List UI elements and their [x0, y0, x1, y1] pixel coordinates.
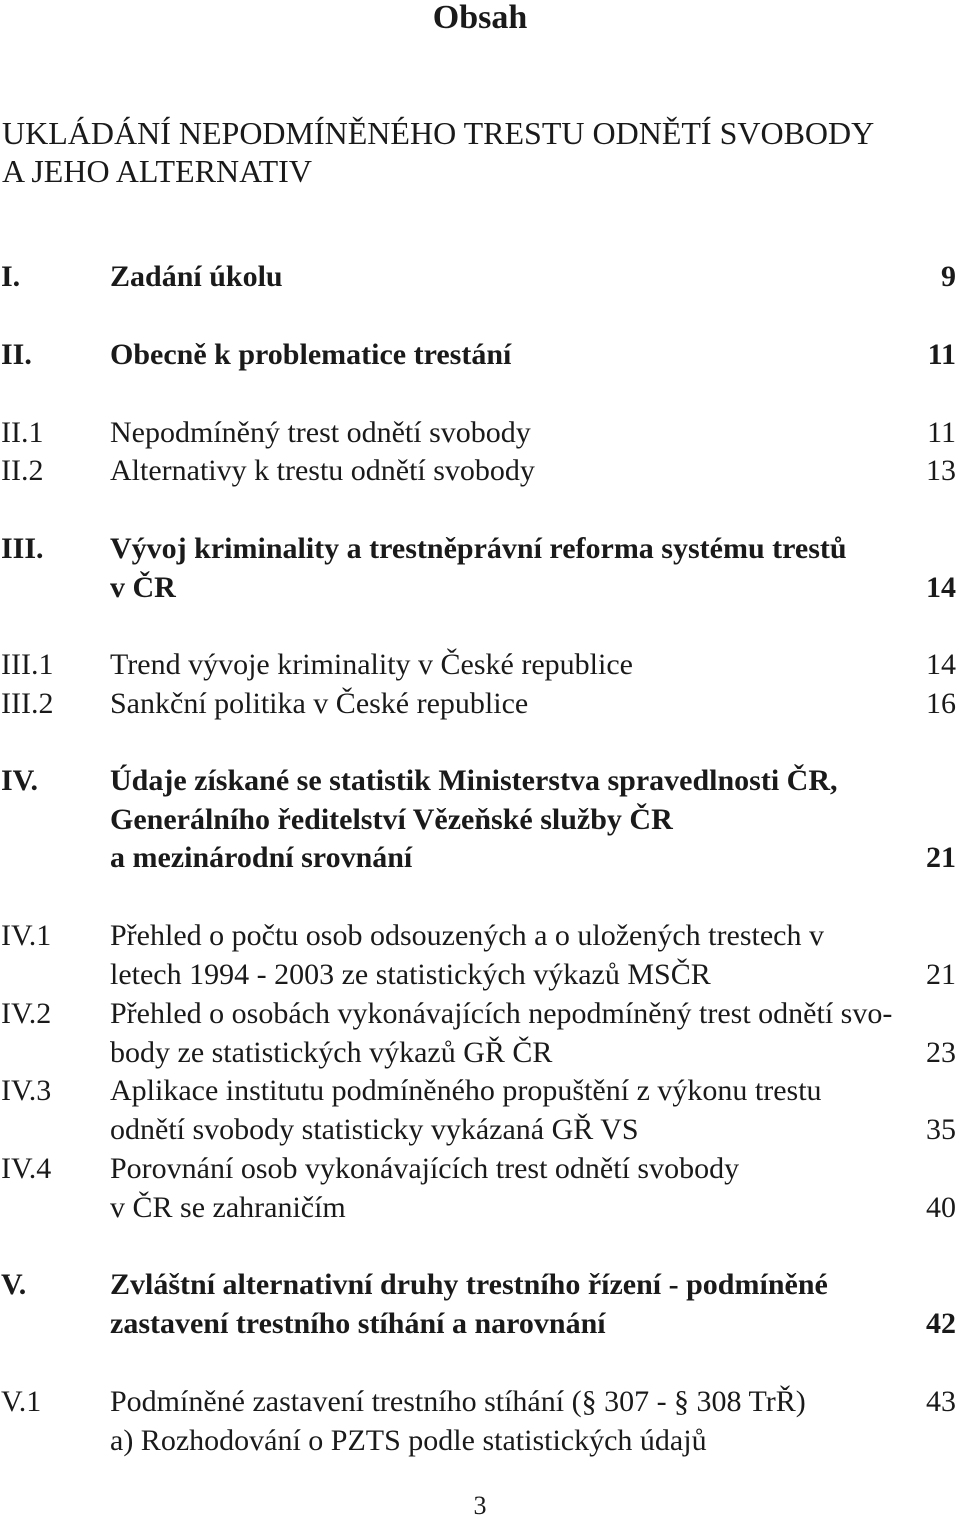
page-title: Obsah: [432, 0, 528, 36]
page-number: 3: [473, 1491, 487, 1520]
toc-entry[interactable]: [0, 414, 956, 453]
toc-entry-page: 43: [926, 1385, 956, 1418]
toc-entry-title: [110, 452, 956, 491]
toc-entry[interactable]: [0, 452, 956, 491]
toc-entry-number: II.1: [1, 416, 44, 449]
toc-entry-number: IV.: [1, 764, 38, 797]
toc-entry-title: [110, 917, 956, 994]
toc-entry-number: V.: [1, 1268, 27, 1301]
toc-entry-page: 14: [926, 648, 956, 681]
toc-entry-page: 11: [927, 338, 956, 371]
toc-entry[interactable]: [0, 685, 956, 724]
toc-entry-title: [110, 1150, 956, 1227]
main-heading: [2, 114, 874, 190]
toc-entry-title-line: [110, 452, 956, 491]
toc-entry-number: IV.2: [1, 997, 52, 1030]
toc-entry[interactable]: [0, 995, 956, 1072]
toc-entry-title-line: [110, 1422, 956, 1461]
toc-entry[interactable]: [0, 1072, 956, 1149]
toc-entry-number: V.1: [1, 1385, 42, 1418]
toc-entry-title-text: Údaje získané se statistik Ministerstva spravedlnosti ČR,: [110, 764, 838, 797]
toc-entry-number: III.: [1, 532, 44, 565]
toc-entry-title-text: letech 1994 - 2003 ze statistických výkazů MSČR: [110, 957, 711, 991]
toc-entry-title-text: Trend vývoje kriminality v České republice: [110, 648, 633, 681]
toc-entry-title-line: [110, 414, 956, 453]
toc-entry-title-text: Alternativy k trestu odnětí svobody: [110, 454, 535, 487]
toc-entry[interactable]: [0, 258, 956, 297]
toc-entry-number: I.: [1, 260, 21, 293]
toc-entry-page: 13: [926, 454, 956, 487]
toc-entry-title: [110, 1383, 956, 1460]
toc-entry[interactable]: [0, 1150, 956, 1227]
toc-entry-title-line: [110, 839, 956, 878]
toc-entry-title-line: [110, 1072, 956, 1111]
toc-entry-title-line: [110, 762, 956, 801]
toc-entry-title-line: [110, 1150, 956, 1189]
toc-entry-page: 9: [941, 260, 956, 293]
toc-entry-page: 11: [927, 416, 956, 449]
toc-entry-title-text: a) Rozhodování o PZTS podle statistických údajů: [110, 1423, 707, 1457]
toc-entry-title-line: [110, 801, 956, 840]
toc-entry-title-text: Zvláštní alternativní druhy trestního řízení - podmíněné: [110, 1268, 828, 1301]
toc-entry-number: IV.1: [1, 919, 52, 952]
toc-entry-title-line: [110, 530, 956, 569]
toc-entry[interactable]: [0, 1383, 956, 1460]
toc-entry-title-line: [110, 1305, 956, 1344]
toc-entry-title-line: [110, 646, 956, 685]
toc-entry-number: IV.4: [1, 1152, 52, 1185]
toc-entry-number: II.: [1, 338, 32, 371]
toc-entry-title-line: [110, 1034, 956, 1073]
toc-entry[interactable]: [0, 530, 956, 607]
toc-entry-title-line: [110, 336, 956, 375]
toc-entry-title: [110, 1072, 956, 1149]
toc-entry-page: 42: [926, 1306, 956, 1340]
toc-entry-title: [110, 530, 956, 607]
toc-entry-title: [110, 685, 956, 724]
toc-entry-title: [110, 414, 956, 453]
toc-entry-title: [110, 1266, 956, 1343]
toc-entry[interactable]: [0, 1266, 956, 1343]
toc-entry-title-text: Generálního ředitelství Vězeňské služby ČR: [110, 802, 673, 836]
toc-entry-page: 21: [926, 957, 956, 991]
toc-entry-title-text: Přehled o počtu osob odsouzených a o uložených trestech v: [110, 919, 824, 952]
toc-entry-page: 14: [926, 570, 956, 604]
toc-entry-title-line: [110, 1266, 956, 1305]
toc-entry[interactable]: [0, 336, 956, 375]
toc-entry-title-text: Sankční politika v České republice: [110, 687, 529, 720]
toc-entry-title-text: Zadání úkolu: [110, 260, 283, 293]
toc-entry-title-text: Obecně k problematice trestání: [110, 338, 512, 371]
toc-entry-title: [110, 995, 956, 1072]
toc-entry-title-text: zastavení trestního stíhání a narovnání: [110, 1306, 606, 1340]
toc-entry-page: 16: [926, 687, 956, 720]
toc-entry-page: 35: [926, 1112, 956, 1146]
toc-entry-number: III.2: [1, 687, 54, 720]
toc-entry-title-text: Aplikace institutu podmíněného propuštění z výkonu trestu: [110, 1074, 822, 1107]
toc-entry-title-line: [110, 569, 956, 608]
toc-entry[interactable]: [0, 917, 956, 994]
toc-entry-title: [110, 336, 956, 375]
toc-entry-title-text: v ČR se zahraničím: [110, 1190, 346, 1224]
toc-entry-title-text: Podmíněné zastavení trestního stíhání (§ 307 - § 308 TrŘ): [110, 1385, 806, 1418]
toc-entry-title-text: Porovnání osob vykonávajících trest odnětí svobody: [110, 1152, 740, 1185]
toc-entry-title-text: Přehled o osobách vykonávajících nepodmíněný trest odnětí svo-: [110, 997, 893, 1030]
toc-entry-title-line: [110, 917, 956, 956]
toc-entry-title-line: [110, 1189, 956, 1228]
toc-entry-title-line: [110, 1111, 956, 1150]
toc-entry-title: [110, 258, 956, 297]
toc-entry-title-line: [110, 995, 956, 1034]
toc-entry-number: II.2: [1, 454, 44, 487]
toc-entry-title-text: odnětí svobody statisticky vykázaná GŘ VS: [110, 1112, 639, 1146]
toc-entry-page: 40: [926, 1190, 956, 1224]
toc-entry-title-text: a mezinárodní srovnání: [110, 841, 413, 874]
toc-entry-title: [110, 762, 956, 878]
toc-entry-title-text: body ze statistických výkazů GŘ ČR: [110, 1035, 553, 1069]
toc-entry-title-line: [110, 685, 956, 724]
toc-entry-page: 23: [926, 1035, 956, 1069]
toc-entry-title: [110, 646, 956, 685]
toc-entry-number: III.1: [1, 648, 54, 681]
main-heading-line: UKLÁDÁNÍ NEPODMÍNĚNÉHO TRESTU ODNĚTÍ SVOBODY: [2, 115, 875, 151]
toc-entry-title-line: [110, 258, 956, 297]
main-heading-line: A JEHO ALTERNATIV: [2, 153, 312, 189]
toc-entry-title-line: [110, 1383, 956, 1422]
toc-entry-title-text: Nepodmíněný trest odnětí svobody: [110, 416, 531, 449]
toc-entry-number: IV.3: [1, 1074, 52, 1107]
toc-entry-page: 21: [926, 841, 956, 874]
toc-entry-title-text: Vývoj kriminality a trestněprávní reforma systému trestů: [110, 532, 847, 565]
toc-entry[interactable]: [0, 646, 956, 685]
toc-entry[interactable]: [0, 762, 956, 878]
toc-entry-title-text: v ČR: [110, 570, 176, 604]
toc-entry-title-line: [110, 956, 956, 995]
